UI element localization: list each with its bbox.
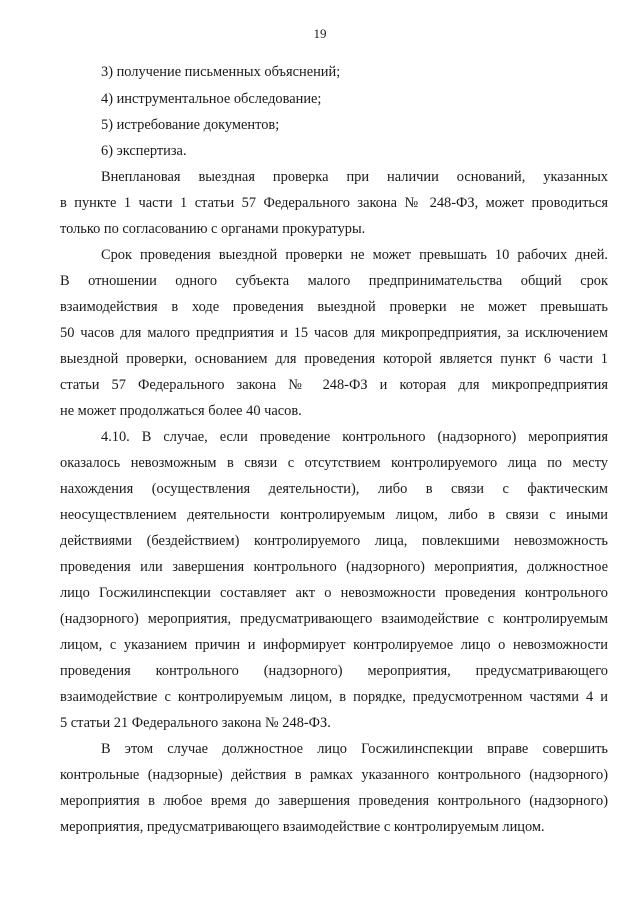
- paragraph-line: В отношении одного субъекта малого предпринимательства общий срок: [60, 273, 608, 289]
- paragraph-line: проведения контрольного (надзорного) мероприятия, предусматривающего: [60, 663, 608, 679]
- paragraph-line: статьи 57 Федерального закона № 248-ФЗ и которая для микропредприятия: [60, 377, 608, 393]
- list-item-5: 5) истребование документов;: [101, 117, 280, 133]
- paragraph-line: 5 статьи 21 Федерального закона № 248-ФЗ.: [60, 715, 331, 731]
- page-number: 19: [313, 26, 327, 41]
- paragraph-line: оказалось невозможным в связи с отсутствием контролируемого лица по месту: [60, 455, 608, 471]
- list-item-3: 3) получение письменных объяснений;: [101, 64, 341, 80]
- paragraph-line: Внеплановая выездная проверка при наличии оснований, указанных: [101, 169, 608, 185]
- paragraph-line: взаимодействие с контролируемым лицом, в порядке, предусмотренном частями 4 и: [60, 689, 608, 705]
- paragraph-line: мероприятия в любое время до завершения проведения контрольного (надзорного): [60, 793, 608, 809]
- list-item-6: 6) экспертиза.: [101, 143, 187, 159]
- paragraph-line: Срок проведения выездной проверки не может превышать 10 рабочих дней.: [101, 247, 608, 263]
- paragraph-line: не может продолжаться более 40 часов.: [60, 403, 302, 419]
- paragraph-line: лицо Госжилинспекции составляет акт о невозможности проведения контрольного: [60, 585, 608, 601]
- paragraph-line: действиями (бездействием) контролируемого лица, повлекшими невозможность: [60, 533, 608, 549]
- paragraph-line: проведения или завершения контрольного (надзорного) мероприятия, должностное: [60, 559, 608, 575]
- list-item-4: 4) инструментальное обследование;: [101, 91, 322, 107]
- paragraph-line: мероприятия, предусматривающего взаимодействие с контролируемым лицом.: [60, 819, 545, 835]
- paragraph-line: только по согласованию с органами прокуратуры.: [60, 221, 366, 237]
- paragraph-line: контрольные (надзорные) действия в рамках указанного контрольного (надзорного): [60, 767, 608, 783]
- paragraph-line: выездной проверки, основанием для проведения которой является пункт 6 части 1: [60, 351, 608, 367]
- paragraph-line: в пункте 1 части 1 статьи 57 Федерального закона № 248-ФЗ, может проводиться: [60, 195, 608, 211]
- paragraph-line: неосуществлением деятельности контролируемым лицом, либо в связи с иными: [60, 507, 608, 523]
- paragraph-line: 50 часов для малого предприятия и 15 часов для микропредприятия, за исключением: [60, 325, 608, 341]
- paragraph-line: нахождения (осуществления деятельности), либо в связи с фактическим: [60, 481, 608, 497]
- paragraph-line: (надзорного) мероприятия, предусматривающего взаимодействие с контролируемым: [60, 611, 608, 627]
- paragraph-line: В этом случае должностное лицо Госжилинспекции вправе совершить: [101, 741, 608, 757]
- paragraph-line: лицом, с указанием причин и информирует контролируемое лицо о невозможности: [60, 637, 608, 653]
- paragraph-line: 4.10. В случае, если проведение контрольного (надзорного) мероприятия: [101, 429, 608, 445]
- paragraph-line: взаимодействия в ходе проведения выездной проверки не может превышать: [60, 299, 608, 315]
